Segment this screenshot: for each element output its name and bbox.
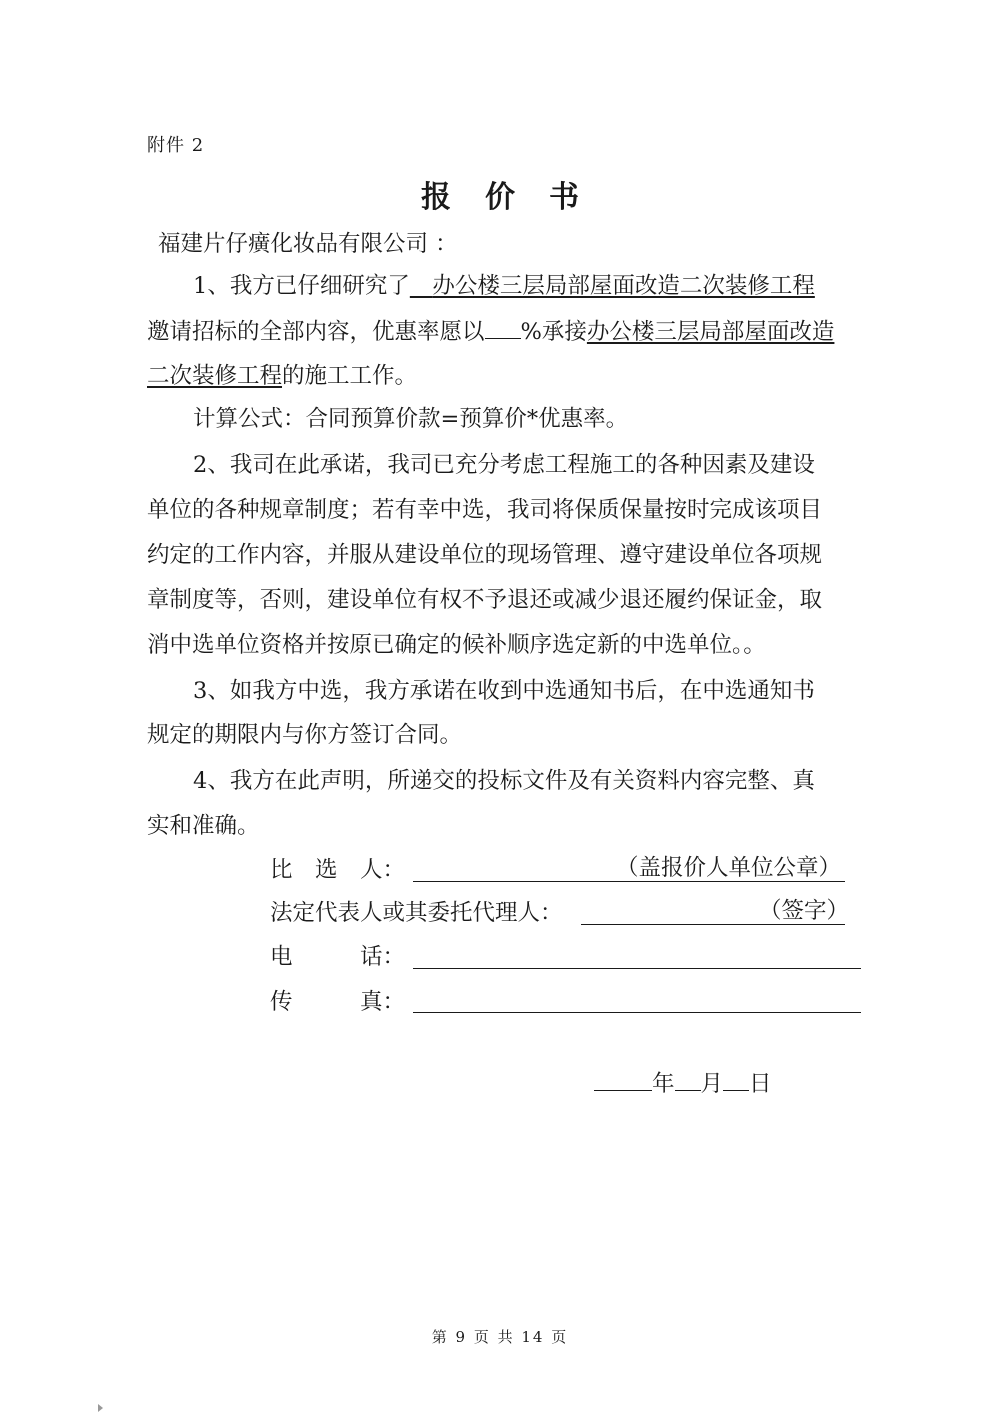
paragraph-2-line: 约定的工作内容，并服从建设单位的现场管理、遵守建设单位各项规 bbox=[147, 542, 823, 568]
project-name-underlined: 办公楼三层局部屋面改造二次装修工程 bbox=[432, 273, 815, 299]
day-label: 日 bbox=[749, 1071, 772, 1097]
paragraph-3-line: 3、如我方中选，我方承诺在收到中选通知书后，在中选通知书 bbox=[193, 678, 815, 704]
project-name-part-2: 二次装修工程 bbox=[147, 363, 283, 389]
project-name-part-1: 办公楼三层局部屋面改造 bbox=[586, 319, 835, 345]
p1-line2-prefix: 邀请招标的全部内容，优惠率愿以 bbox=[147, 319, 485, 345]
formula: 计算公式：合同预算价款=预算价*优惠率。 bbox=[193, 406, 629, 432]
paragraph-4-line: 实和准确。 bbox=[147, 813, 260, 839]
paragraph-1-line-2 bbox=[147, 316, 862, 347]
page-footer: 第 9 页 共 14 页 bbox=[431, 1328, 569, 1346]
addressee: 福建片仔癀化妆品有限公司 ： bbox=[158, 231, 458, 257]
day-blank[interactable] bbox=[723, 1068, 749, 1091]
percent-suffix: %承接 bbox=[520, 319, 587, 345]
p1-line3-suffix: 的施工工作。 bbox=[282, 363, 418, 389]
date-row bbox=[594, 1068, 772, 1099]
representative-hint: （签字） bbox=[759, 898, 850, 924]
attachment-label: 附件 2 bbox=[147, 135, 205, 156]
phone-label: 电 话： bbox=[270, 944, 406, 970]
discount-rate-blank[interactable] bbox=[485, 316, 521, 339]
paragraph-2-line: 消中选单位资格并按原已确定的候补顺序选定新的中选单位。。 bbox=[147, 632, 766, 658]
fax-label: 传 真： bbox=[270, 989, 406, 1015]
paragraph-2-line: 章制度等，否则，建设单位有权不予退还或减少退还履约保证金，取 bbox=[147, 587, 823, 613]
year-blank[interactable] bbox=[594, 1068, 652, 1091]
paragraph-2-line: 单位的各种规章制度；若有幸中选，我司将保质保量按时完成该项目 bbox=[147, 497, 823, 523]
year-label: 年 bbox=[652, 1071, 675, 1097]
paragraph-2-line: 2、我司在此承诺，我司已充分考虑工程施工的各种因素及建设 bbox=[193, 452, 815, 478]
month-label: 月 bbox=[700, 1071, 724, 1097]
scan-mark bbox=[98, 1404, 103, 1412]
fax-line[interactable] bbox=[413, 984, 861, 1013]
month-blank[interactable] bbox=[675, 1068, 701, 1091]
p1-prefix: 1、我方已仔细研究了 bbox=[193, 273, 410, 299]
paragraph-4-line: 4、我方在此声明，所递交的投标文件及有关资料内容完整、真 bbox=[193, 768, 815, 794]
document-title: 报价书 bbox=[421, 180, 613, 215]
representative-label: 法定代表人或其委托代理人： bbox=[270, 900, 563, 926]
phone-line[interactable] bbox=[413, 940, 861, 969]
paragraph-3-line: 规定的期限内与你方签订合同。 bbox=[147, 722, 463, 748]
paragraph-1-line-3 bbox=[147, 361, 862, 391]
bidder-hint: （盖报价人单位公章） bbox=[616, 855, 842, 881]
paragraph-1-line-1 bbox=[193, 271, 908, 301]
bidder-label: 比 选 人： bbox=[270, 857, 406, 883]
